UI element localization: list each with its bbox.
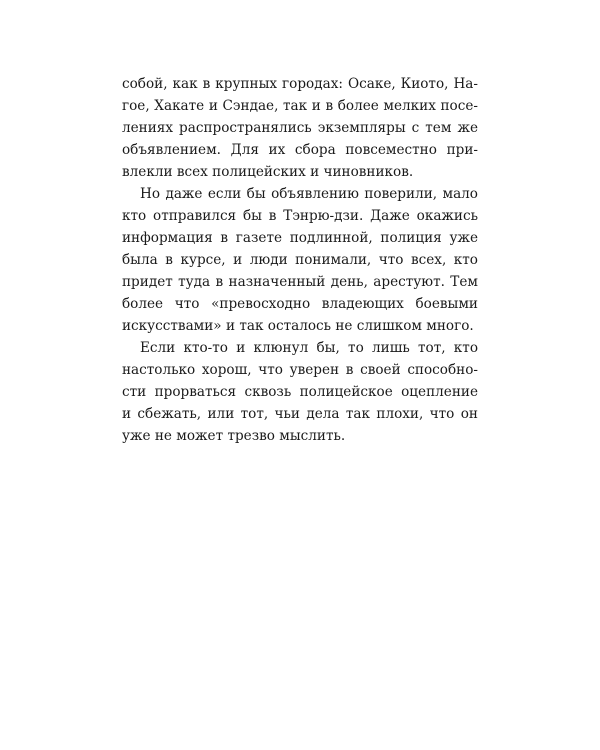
text-line: искусствами» и так осталось не слишком много. <box>122 318 474 334</box>
text-line: гое, Хакате и Сэндае, так и в более мелких посе- <box>122 98 478 114</box>
text-line: лениях распространялись экземпляры с тем же <box>122 120 478 136</box>
text-line: собой, как в крупных городах: Осаке, Киото, На- <box>122 76 478 92</box>
body-text <box>122 73 478 447</box>
paragraph-2 <box>122 183 478 337</box>
text-line: была в курсе, и люди понимали, что всех, кто <box>122 252 478 268</box>
text-line: Но даже если бы объявлению поверили, мало <box>140 186 478 202</box>
text-line: придет туда в назначенный день, арестуют. Тем <box>122 274 478 290</box>
text-line: информация в газете подлинной, полиция уже <box>122 230 478 246</box>
text-line: Если кто-то и клюнул бы, то лишь тот, кто <box>140 340 478 356</box>
text-line: сти прорваться сквозь полицейское оцепление <box>122 384 478 400</box>
paragraph-3 <box>122 337 478 447</box>
paragraph-1 <box>122 73 478 183</box>
text-line: объявлением. Для их сбора повсеместно при- <box>122 142 478 158</box>
text-line: настолько хорош, что уверен в своей способно- <box>122 362 478 378</box>
text-line: более что «превосходно владеющих боевыми <box>122 296 478 312</box>
text-line: и сбежать, или тот, чьи дела так плохи, что он <box>122 406 478 422</box>
text-line: кто отправился бы в Тэнрю-дзи. Даже окажись <box>122 208 478 224</box>
text-line: уже не может трезво мыслить. <box>122 428 346 444</box>
text-line: влекли всех полицейских и чиновников. <box>122 164 414 180</box>
